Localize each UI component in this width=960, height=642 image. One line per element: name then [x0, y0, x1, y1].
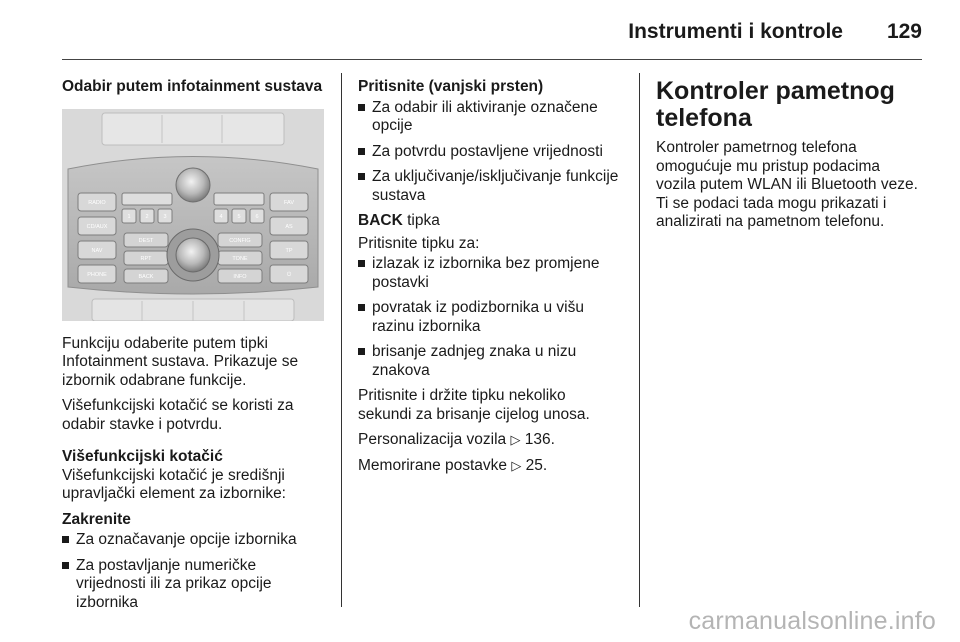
- bullet-text: brisanje zadnjeg znaka u nizu znakova: [372, 343, 577, 379]
- panel-label-preset-5: 5: [237, 213, 241, 220]
- panel-label-config: CONFIG: [229, 237, 251, 244]
- panel-label-tone: TONE: [232, 255, 248, 262]
- bullet-item: [358, 168, 620, 205]
- bullet-square-icon: [358, 104, 365, 111]
- para-function-select: Funkciju odaberite putem tipki Infotainment sustava. Prikazuje se izbornik odabrane funkcije.: [62, 334, 299, 389]
- panel-label-as: AS: [285, 223, 293, 230]
- bullet-text: Za označavanje opcije izbornika: [76, 531, 297, 548]
- column-1: [62, 78, 324, 619]
- subheading-knob: Višefunkcijski kotačić: [62, 448, 223, 465]
- ref-memorized-text: Memorirane postavke: [358, 456, 508, 474]
- column-divider-1: [341, 73, 342, 607]
- panel-label-dest: DEST: [138, 237, 154, 244]
- ref-personalization[interactable]: [358, 431, 620, 450]
- panel-label-nav: NAV: [91, 247, 103, 254]
- reference-arrow-icon: ▷: [511, 457, 522, 473]
- smartphone-controller-title: Kontroler pametnog telefona: [656, 77, 895, 132]
- para-knob-usage: Višefunkcijski kotačić se koristi za odabir stavke i potvrdu.: [62, 397, 294, 433]
- panel-label-back: BACK: [138, 273, 154, 280]
- panel-label-info: INFO: [233, 273, 247, 280]
- back-key-line: [358, 212, 620, 231]
- panel-label-preset-6: 6: [255, 213, 259, 220]
- bullet-square-icon: [358, 304, 365, 311]
- bullet-text: izlazak iz izbornika bez promjene postavki: [372, 255, 600, 291]
- bullet-text: Za odabir ili aktiviranje označene opcije: [372, 98, 598, 134]
- ref-personalization-text: Personalizacija vozila: [358, 431, 507, 448]
- label-rotate: Zakrenite: [62, 510, 131, 528]
- page-header: [62, 14, 922, 50]
- bullet-item: [358, 143, 620, 162]
- bullet-item: [358, 343, 620, 380]
- bullet-item: [62, 531, 324, 550]
- panel-label-power: ⏻: [286, 271, 292, 278]
- bullet-square-icon: [62, 562, 69, 569]
- bullet-item: [358, 99, 620, 136]
- bullet-item: [358, 299, 620, 336]
- reference-arrow-icon: ▷: [510, 432, 521, 447]
- column-3: [656, 78, 920, 239]
- bullet-square-icon: [358, 260, 365, 267]
- column-2: [358, 78, 620, 482]
- bullet-square-icon: [62, 536, 69, 543]
- panel-label-radio: RADIO: [88, 199, 106, 206]
- bullet-item: [62, 557, 324, 613]
- press-key-line: Pritisnite tipku za:: [358, 234, 480, 252]
- back-key-label: BACK: [358, 212, 403, 229]
- bullet-square-icon: [358, 348, 365, 355]
- section-title: Instrumenti i kontrole: [628, 20, 843, 43]
- bullet-text: Za uključivanje/isključivanje funkcije sustava: [372, 168, 619, 204]
- panel-label-tp: TP: [285, 247, 293, 254]
- label-press: Pritisnite (vanjski prsten): [358, 78, 544, 95]
- page-number: 129: [886, 20, 922, 43]
- bullet-text: povratak iz podizbornika u višu razinu izbornika: [372, 299, 584, 335]
- panel-label-preset-4: 4: [219, 213, 223, 220]
- panel-label-preset-2: 2: [145, 213, 149, 220]
- panel-label-cdaux: CD/AUX: [86, 223, 108, 230]
- panel-label-preset-3: 3: [163, 213, 167, 220]
- selection-heading: Odabir putem infotainment sustava: [62, 78, 323, 95]
- bullet-item: [358, 255, 620, 292]
- ref-memorized[interactable]: [358, 457, 620, 476]
- infotainment-panel-illustration: [62, 109, 324, 321]
- panel-label-fav: FAV: [284, 199, 294, 206]
- ref-memorized-page: 25.: [521, 456, 548, 474]
- smartphone-controller-text: Kontroler pametrnog telefona omogućuje mu pristup podacima vozila putem WLAN ili Bluetooth veze. Ti se podaci tada mogu prikazati i analizirati na pametnom telefonu.: [656, 139, 918, 230]
- header-rule: [62, 59, 922, 60]
- para-hold: Pritisnite i držite tipku nekoliko sekundi za brisanje cijelog unosa.: [358, 387, 590, 423]
- back-key-suffix: tipka: [402, 212, 440, 229]
- panel-label-phone: PHONE: [87, 271, 107, 278]
- panel-label-preset-1: 1: [127, 213, 131, 220]
- bullet-square-icon: [358, 148, 365, 155]
- ref-personalization-page: 136.: [520, 431, 555, 448]
- bullet-text: Za potvrdu postavljene vrijednosti: [372, 142, 603, 160]
- para-knob-desc: Višefunkcijski kotačić je središnji upravljački element za izbornike:: [62, 466, 286, 502]
- watermark: carmanualsonline.info: [688, 607, 936, 635]
- panel-label-rpt: RPT: [140, 255, 152, 262]
- bullet-text: Za postavljanje numeričke vrijednosti ili za prikaz opcije izbornika: [76, 556, 272, 611]
- bullet-square-icon: [358, 173, 365, 180]
- infotainment-panel-photo: [62, 109, 324, 321]
- column-divider-2: [639, 73, 640, 607]
